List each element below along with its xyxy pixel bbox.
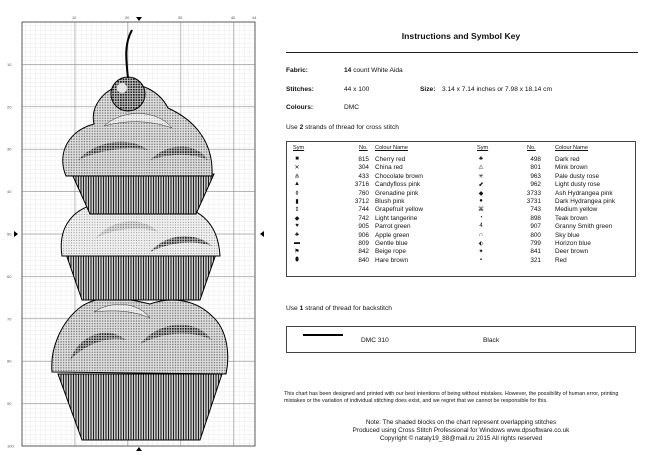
dmc-number-left: 842	[358, 248, 369, 256]
dmc-number-right: 800	[530, 231, 541, 239]
symbol-key-panel	[284, 0, 654, 468]
strands-count: 2	[299, 124, 304, 131]
symbol-right: ⬖	[478, 241, 484, 247]
symbol-left: ✕	[294, 165, 300, 172]
header-name-right: Colour Name	[555, 145, 588, 151]
symbol-right: ♣	[479, 156, 483, 162]
colour-name-right: Dark red	[555, 156, 580, 163]
dmc-number-right: 498	[530, 156, 541, 163]
fabric-value	[344, 67, 403, 74]
dmc-number-right: 907	[530, 223, 541, 231]
cherry-body	[111, 77, 145, 111]
colour-name-right: Medium yellow	[555, 206, 598, 214]
dmc-number-right: 841	[530, 248, 541, 256]
y-tick-label: 100	[7, 443, 14, 449]
symbol-row	[287, 232, 637, 240]
symbol-row	[287, 215, 637, 223]
colour-name-right: Ash Hydrangea pink	[555, 189, 613, 197]
dmc-number-right: 898	[530, 214, 541, 222]
dmc-number-left: 3716	[354, 181, 369, 189]
symbol-row	[287, 240, 637, 248]
symbol-right: ✦	[478, 249, 484, 256]
symbol-right: ⌘	[478, 207, 484, 214]
fabric-label: Fabric:	[286, 67, 308, 74]
backstitch-instruction	[286, 305, 392, 312]
symbol-row	[287, 223, 637, 231]
colour-name-right: Deer brown	[555, 248, 589, 256]
cherry-highlight	[117, 83, 127, 93]
symbol-left: ⋔	[294, 173, 300, 180]
symbol-left: ♥	[295, 223, 299, 230]
center-arrow-left	[14, 231, 18, 237]
bottom-wrapper	[58, 374, 222, 440]
symbol-left: ◆	[294, 215, 300, 222]
fabric-text: count White Aida	[353, 67, 403, 74]
colour-name-left: Grapefruit yellow	[375, 206, 423, 214]
colour-name-right: Dark Hydrangea pink	[555, 198, 616, 205]
size-value: 3.14 x 7.14 inches or 7.98 x 18.14 cm	[442, 86, 552, 93]
colour-name-left: Apple green	[375, 231, 410, 239]
colour-name-right: Light dusty rose	[555, 181, 601, 189]
symbol-left: ▬	[294, 240, 300, 246]
colour-name-left: Cherry red	[375, 156, 406, 163]
colour-name-left: Beige rope	[375, 248, 406, 256]
produced-by-text: Produced using Cross Stitch Professional for Windows www.dpsoftware.co.uk	[352, 427, 570, 434]
y-tick-label: 40	[7, 189, 12, 195]
symbol-right: 4	[479, 223, 483, 230]
symbol-left: ▮	[295, 199, 299, 205]
dmc-number-right: 963	[530, 172, 541, 180]
center-arrow-top	[136, 17, 142, 21]
dmc-number-left: 433	[358, 172, 369, 180]
backstitch-post: strand of thread for backstitch	[305, 305, 392, 312]
symbol-row	[287, 248, 637, 256]
symbol-row	[287, 190, 637, 198]
colour-name-right: Horizon blue	[555, 240, 591, 247]
dmc-number-left: 905	[358, 223, 369, 231]
y-tick-label: 90	[7, 401, 12, 407]
symbol-right: ◆	[478, 190, 484, 197]
header-sym-right: Sym	[477, 145, 489, 151]
backstitch-pre: Use	[286, 305, 298, 312]
middle-wrapper	[66, 254, 216, 300]
colour-name-left: Chocolate brown	[375, 172, 423, 180]
backstitch-count: 1	[299, 305, 304, 312]
stitches-label: Stitches:	[286, 86, 314, 93]
colour-name-right: Red	[555, 256, 567, 264]
colour-name-right: Teak brown	[555, 214, 588, 222]
y-tick-label: 80	[7, 358, 12, 364]
x-tick-labels	[72, 15, 257, 20]
dmc-number-right: 801	[530, 164, 541, 172]
symbol-left: ▲	[294, 181, 300, 188]
symbol-row	[287, 173, 637, 181]
colour-name-right: Pale dusty rose	[555, 172, 600, 180]
cross-stitch-chart	[0, 0, 280, 468]
strands-post: strands of thread for cross stitch	[305, 124, 399, 131]
symbol-right: ✳	[478, 173, 484, 180]
colour-name-left: Candyfloss pink	[375, 181, 421, 189]
y-tick-label: 60	[7, 273, 12, 279]
dmc-number-right: 321	[530, 256, 541, 264]
dmc-number-right: 799	[530, 240, 541, 247]
colour-name-left: Gentle blue	[375, 240, 408, 247]
symbol-row	[287, 156, 637, 164]
dmc-number-right: 743	[530, 206, 541, 214]
symbol-row	[287, 198, 637, 206]
y-tick-label: 20	[7, 104, 12, 110]
x-tick-label: 40	[230, 15, 236, 20]
symbol-left: ⚱	[294, 190, 300, 197]
colours-value: DMC	[344, 104, 360, 111]
backstitch-dmc: DMC 310	[361, 337, 389, 344]
x-tick-label: 20	[124, 15, 130, 20]
x-tick-label: 30	[177, 15, 183, 20]
symbol-left: ⚑	[294, 249, 300, 256]
y-tick-label: 30	[7, 146, 12, 152]
symbol-right: ∩	[478, 231, 484, 238]
symbol-row	[287, 257, 637, 265]
note-text: Note: The shaded blocks on the chart represent overlapping stitches	[365, 419, 557, 426]
symbol-row	[287, 164, 637, 172]
disclaimer-text: This chart has been designed and printed with our best intentions of being without mistakes. However, the possibility of human error, printing mistakes or the variation of individual stitching does exist, and we regret that we cannot be responsible for this.	[284, 391, 619, 404]
colour-name-left: Blush pink	[375, 198, 405, 205]
symbol-right: ⚠	[478, 165, 484, 172]
size-label: Size:	[420, 86, 436, 93]
header-no-left: No.	[359, 145, 368, 151]
y-tick-label: 10	[7, 61, 12, 67]
key-title: Instructions and Symbol Key	[401, 31, 521, 41]
symbol-left: ⇕	[294, 207, 300, 214]
y-tick-label: 70	[7, 316, 12, 322]
colour-name-right: Sky blue	[555, 231, 580, 239]
colour-name-left: Light tangerine	[375, 214, 418, 222]
dmc-number-right: 3731	[526, 198, 541, 205]
dmc-number-right: 962	[530, 181, 541, 189]
header-name-left: Colour Name	[375, 145, 408, 151]
chart-grid	[0, 0, 280, 468]
dmc-number-left: 815	[358, 156, 369, 163]
symbol-right: ◔	[479, 214, 483, 221]
y-tick-label: 50	[7, 231, 12, 237]
strands-pre: Use	[286, 124, 298, 131]
top-wrapper	[72, 174, 214, 214]
dmc-number-left: 3712	[354, 198, 369, 205]
symbol-table	[286, 141, 636, 277]
dmc-number-right: 3733	[526, 189, 541, 197]
colours-label: Colours:	[286, 104, 314, 111]
dmc-number-left: 744	[358, 206, 369, 214]
bottom-cupcake	[52, 298, 228, 440]
backstitch-line-sample	[303, 334, 343, 336]
dmc-number-left: 840	[358, 256, 369, 264]
colour-name-left: Grenadine pink	[375, 189, 419, 197]
symbol-left: ⬮	[295, 256, 299, 263]
backstitch-table	[286, 326, 636, 353]
dmc-number-left: 742	[358, 214, 369, 222]
symbol-left: ■	[295, 156, 299, 162]
center-arrow-bottom	[136, 447, 142, 451]
center-arrow-right	[260, 231, 264, 237]
symbol-right: ▪	[479, 256, 483, 263]
middle-cupcake	[61, 200, 220, 300]
y-tick-labels	[7, 62, 14, 449]
dmc-number-left: 809	[358, 240, 369, 247]
dmc-number-left: 906	[358, 231, 369, 239]
strands-instruction	[286, 124, 399, 131]
colour-name-left: China red	[375, 164, 403, 172]
header-no-right: No.	[527, 145, 536, 151]
copyright-text: Copyright © nataly19_88@mail.ru 2015 All rights reserved	[379, 435, 543, 442]
stitches-value: 44 x 100	[344, 86, 370, 93]
x-tick-label: 10	[71, 15, 77, 20]
symbol-right: ⬋	[478, 182, 484, 189]
title-divider	[286, 52, 638, 53]
symbol-row	[287, 206, 637, 214]
colour-name-left: Hare brown	[375, 256, 409, 264]
fabric-count: 14	[344, 67, 352, 74]
symbol-right: ●	[479, 198, 483, 204]
colour-name-left: Parrot green	[375, 223, 411, 231]
backstitch-colour: Black	[483, 337, 500, 344]
symbol-left: ♣	[295, 231, 299, 238]
colour-name-right: Mink brown	[555, 164, 588, 172]
symbol-row	[287, 181, 637, 189]
colour-name-right: Granny Smith green	[555, 223, 613, 231]
header-sym-left: Sym	[293, 145, 305, 151]
dmc-number-left: 304	[358, 164, 369, 172]
dmc-number-left: 760	[358, 189, 369, 197]
x-tick-label: 44	[252, 15, 257, 20]
